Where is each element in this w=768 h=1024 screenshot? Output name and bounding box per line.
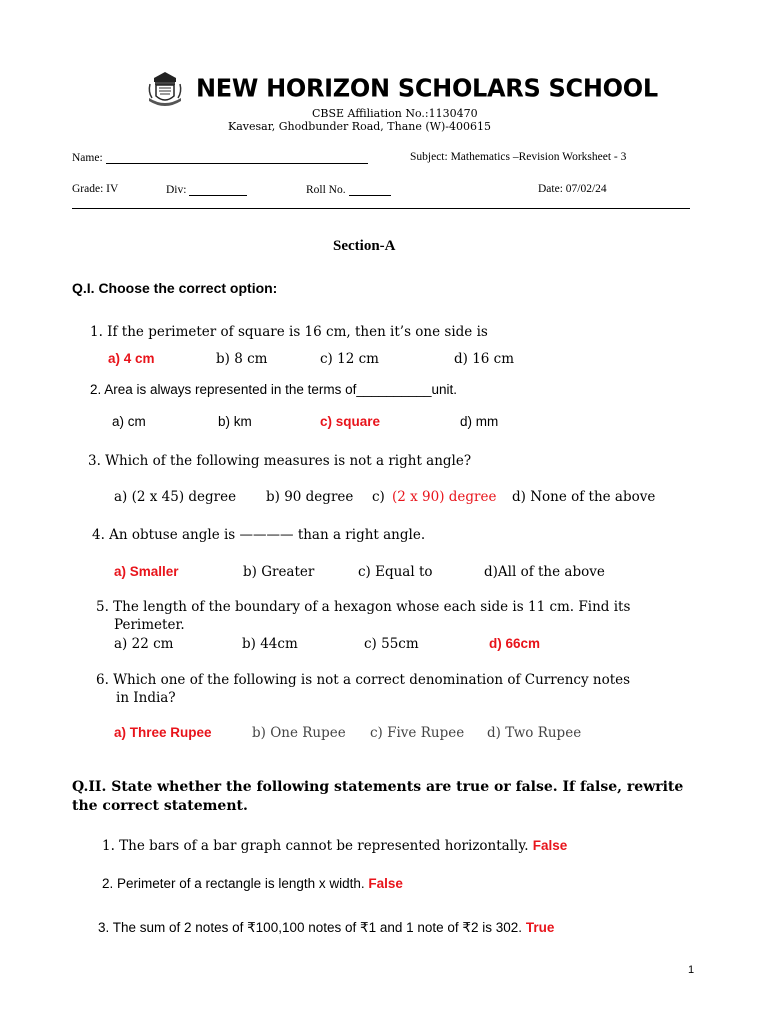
q1-2-option-b: b) km xyxy=(218,414,252,429)
q1-4-option-d: d)All of the above xyxy=(484,564,605,580)
q1-5-option-d: d) 66cm xyxy=(489,636,541,651)
q1-5-option-a: a) 22 cm xyxy=(114,636,174,652)
q2-2-answer: False xyxy=(368,876,403,891)
grade-label: Grade: IV xyxy=(72,183,119,195)
q2-1-statement xyxy=(102,838,567,854)
q1-5-question-line1: 5. The length of the boundary of a hexagon whose each side is 11 cm. Find its xyxy=(96,599,631,615)
q1-6-option-c: c) Five Rupee xyxy=(370,725,465,741)
header-divider xyxy=(72,208,690,209)
q1-4-option-c: c) Equal to xyxy=(358,564,433,580)
school-crest-icon xyxy=(146,70,184,110)
roll-field xyxy=(306,183,391,196)
q1-5-option-b: b) 44cm xyxy=(242,636,298,652)
q1-6-question-line2: in India? xyxy=(116,690,176,706)
q1-heading: Q.I. Choose the correct option: xyxy=(72,280,278,296)
q1-2-option-d: d) mm xyxy=(460,414,499,429)
q1-3-option-b: b) 90 degree xyxy=(266,489,354,505)
q1-1-option-d: d) 16 cm xyxy=(454,351,515,367)
name-label: Name: xyxy=(72,152,103,164)
div-field xyxy=(166,183,247,196)
q1-6-question-line1: 6. Which one of the following is not a correct denomination of Currency notes xyxy=(96,672,631,688)
q1-3-option-c: c) xyxy=(372,489,385,505)
q1-4-question: 4. An obtuse angle is ———— than a right angle. xyxy=(92,527,426,543)
q1-6-option-d: d) Two Rupee xyxy=(487,725,582,741)
subject-label: Subject: Mathematics –Revision Worksheet - 3 xyxy=(410,151,627,163)
q2-2-text: 2. Perimeter of a rectangle is length x width. xyxy=(102,876,365,891)
q2-1-text: 1. The bars of a bar graph cannot be represented horizontally. xyxy=(102,838,529,854)
school-name: NEW HORIZON SCHOLARS SCHOOL xyxy=(196,73,658,103)
affiliation-number: CBSE Affiliation No.:1130470 xyxy=(312,107,478,120)
q2-3-text: 3. The sum of 2 notes of ₹100,100 notes of ₹1 and 1 note of ₹2 is 302. xyxy=(98,920,523,935)
section-title: Section-A xyxy=(333,238,396,254)
q1-3-option-c-answer: (2 x 90) degree xyxy=(392,489,497,505)
q1-3-question: 3. Which of the following measures is not a right angle? xyxy=(88,453,472,469)
div-label: Div: xyxy=(166,184,187,196)
q1-3-option-d: d) None of the above xyxy=(512,489,656,505)
q1-5-option-c: c) 55cm xyxy=(364,636,419,652)
roll-blank xyxy=(349,183,391,196)
q1-6-option-a: a) Three Rupee xyxy=(114,725,212,740)
page-number: 1 xyxy=(688,964,695,976)
q1-2-option-c: c) square xyxy=(320,414,381,429)
q1-5-question-line2: Perimeter. xyxy=(114,617,185,633)
school-address: Kavesar, Ghodbunder Road, Thane (W)-400615 xyxy=(228,120,491,133)
q2-3-statement xyxy=(98,920,554,936)
date-label: Date: 07/02/24 xyxy=(538,183,607,195)
q1-2-option-a: a) cm xyxy=(112,414,146,429)
q1-4-option-b: b) Greater xyxy=(243,564,315,580)
name-field xyxy=(72,151,368,164)
q2-1-answer: False xyxy=(532,838,568,853)
div-blank xyxy=(189,183,247,196)
q2-2-statement xyxy=(102,876,403,891)
q1-1-question: 1. If the perimeter of square is 16 cm, then it’s one side is xyxy=(90,324,488,340)
roll-label: Roll No. xyxy=(306,184,346,196)
q1-4-option-a: a) Smaller xyxy=(114,564,179,579)
name-blank xyxy=(106,151,368,164)
q1-1-option-c: c) 12 cm xyxy=(320,351,379,367)
q1-2-question: 2. Area is always represented in the terms of__________unit. xyxy=(90,382,457,397)
q2-3-answer: True xyxy=(525,920,555,935)
q1-3-option-a: a) (2 x 45) degree xyxy=(114,489,237,505)
q1-6-option-b: b) One Rupee xyxy=(252,725,346,741)
q2-heading: Q.II. State whether the following statements are true or false. If false, rewrite the correct statement. xyxy=(72,779,684,814)
q1-1-option-a: a) 4 cm xyxy=(108,351,155,366)
q1-1-option-b: b) 8 cm xyxy=(216,351,268,367)
